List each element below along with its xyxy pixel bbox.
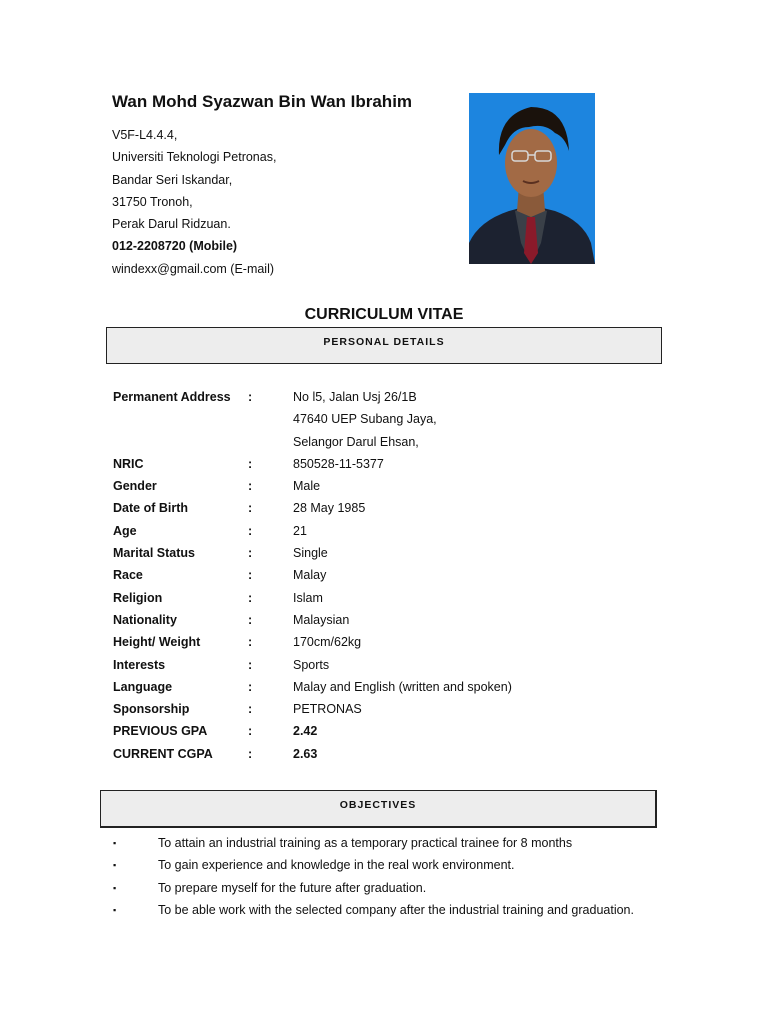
detail-label: PREVIOUS GPA [113,724,208,739]
detail-row [113,587,512,609]
detail-value: Selangor Darul Ehsan, [293,434,419,449]
section-header-personal-details: PERSONAL DETAILS [106,327,662,364]
personal-details-table [113,386,512,765]
detail-row [113,497,512,519]
detail-label: NRIC [113,456,144,471]
detail-colon [248,431,293,453]
detail-row [113,698,512,720]
email-address: windexx@gmail.com (E-mail) [112,261,275,276]
detail-row [113,676,512,698]
detail-row [113,720,512,742]
detail-label: Language [113,679,173,694]
objective-text: To be able work with the selected company after the industrial training and graduation. [158,902,634,917]
detail-row [113,520,512,542]
detail-colon: : [248,635,253,650]
detail-label: Religion [113,590,163,605]
detail-value: 170cm/62kg [293,635,362,650]
bullet-icon: ▪ [113,904,117,915]
detail-value: 2.63 [293,746,318,761]
detail-label [113,431,248,453]
contact-block [112,124,276,280]
address-line: Perak Darul Ridzuan. [112,217,231,232]
address-line: Bandar Seri Iskandar, [112,172,233,187]
detail-label: Sponsorship [113,702,190,717]
bullet-icon: ▪ [113,838,117,848]
detail-value: Malay and English (written and spoken) [293,679,512,694]
candidate-name: Wan Mohd Syazwan Bin Wan Ibrahim [112,92,413,111]
detail-colon: : [248,523,253,538]
detail-row [113,386,512,408]
detail-colon: : [248,657,253,672]
detail-value: PETRONAS [293,702,362,717]
detail-label: Age [113,523,137,538]
objective-item [113,899,634,921]
detail-row [113,631,512,653]
detail-colon: : [248,724,253,739]
detail-value: Male [293,479,321,494]
detail-value: No l5, Jalan Usj 26/1B [293,390,417,404]
address-line: Universiti Teknologi Petronas, [112,150,277,165]
detail-row [113,475,512,497]
detail-label: Race [113,568,143,583]
address-line: V5F-L4.4.4, [112,128,178,142]
detail-value: Single [293,546,328,561]
detail-colon: : [248,546,253,561]
bullet-icon: ▪ [113,860,117,871]
detail-value: Sports [293,657,330,672]
detail-label: Marital Status [113,546,195,561]
detail-row [113,408,512,430]
detail-row [113,453,512,475]
detail-value: Malay [293,568,327,583]
detail-row [113,542,512,564]
phone-number: 012-2208720 (Mobile) [112,239,238,254]
detail-label: Date of Birth [113,501,188,516]
detail-colon [248,408,293,430]
detail-colon: : [248,590,253,605]
detail-value: Malaysian [293,612,350,627]
detail-colon: : [248,456,253,471]
detail-label: Height/ Weight [113,635,201,650]
detail-colon: : [248,501,253,516]
detail-value: 2.42 [293,724,318,739]
detail-colon: : [248,612,253,627]
objective-text: To gain experience and knowledge in the real work environment. [158,858,515,873]
objective-text: To prepare myself for the future after graduation. [158,880,427,895]
detail-colon: : [248,568,253,583]
bullet-icon: ▪ [113,882,117,893]
detail-label: Permanent Address [113,390,231,404]
objective-item [113,832,634,854]
objectives-list [113,832,634,921]
detail-value: 21 [293,523,307,538]
detail-colon: : [248,746,253,761]
detail-row [113,654,512,676]
detail-colon: : [248,702,253,717]
objective-text: To attain an industrial training as a temporary practical trainee for 8 months [158,836,573,850]
detail-label: Nationality [113,612,177,627]
objective-item [113,877,634,899]
detail-colon: : [248,390,253,404]
document-title: CURRICULUM VITAE [304,306,464,323]
section-header-objectives: OBJECTIVES [100,790,657,828]
detail-colon: : [248,479,253,494]
detail-row [113,743,512,765]
detail-label: Interests [113,657,166,672]
address-line: 31750 Tronoh, [112,194,193,209]
detail-label: CURRENT CGPA [113,746,213,761]
detail-label: Gender [113,479,157,494]
detail-label [113,408,248,430]
profile-photo [469,93,595,264]
detail-colon: : [248,679,253,694]
detail-value: Islam [293,590,323,605]
detail-value: 47640 UEP Subang Jaya, [293,412,437,427]
detail-row [113,431,512,453]
objective-item [113,854,634,876]
detail-row [113,609,512,631]
detail-value: 850528-11-5377 [293,456,384,471]
detail-row [113,564,512,586]
detail-value: 28 May 1985 [293,501,366,516]
